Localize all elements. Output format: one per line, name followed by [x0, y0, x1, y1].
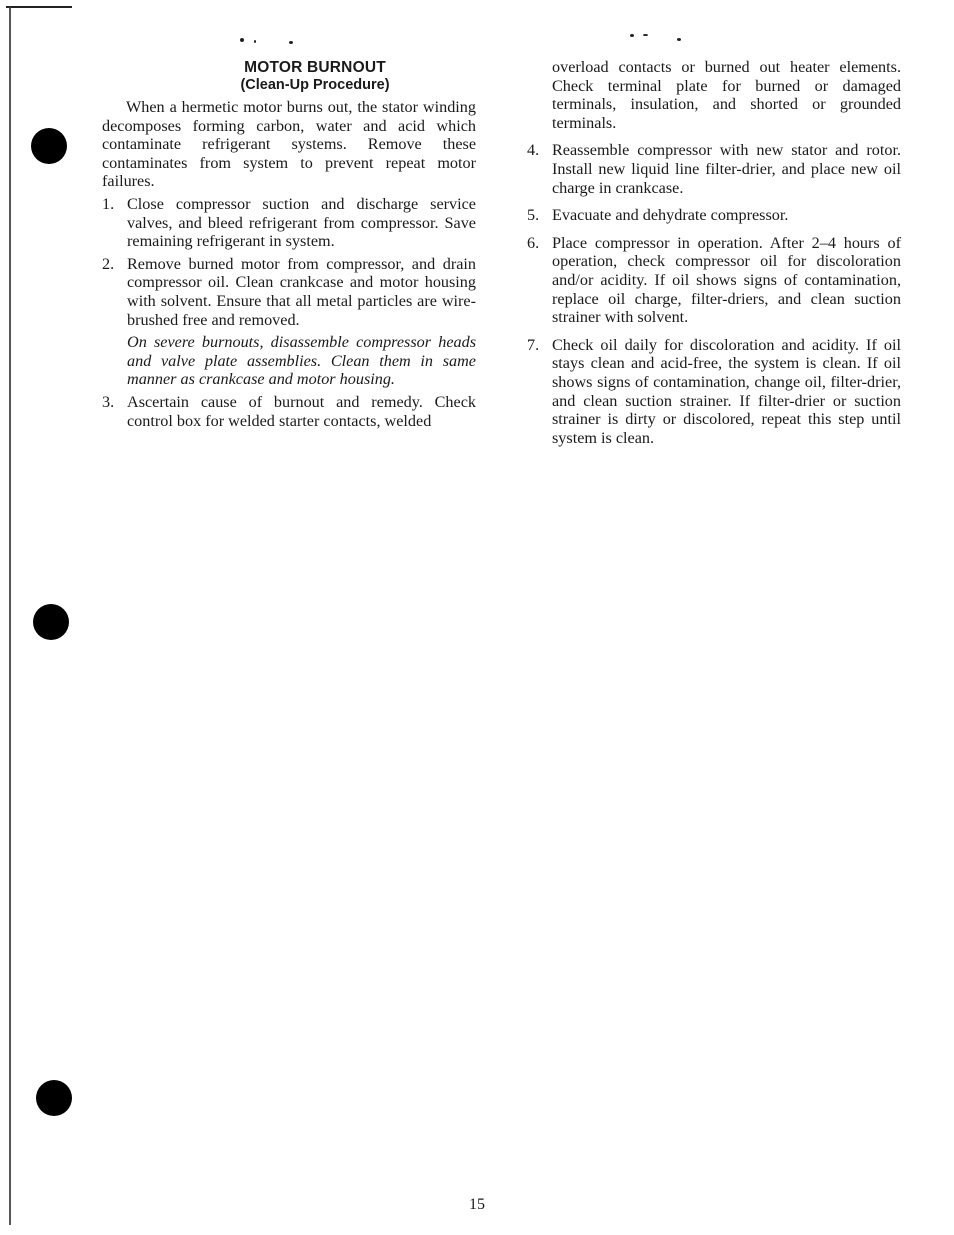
step-text: Close compressor suction and discharge service valves, and bleed refrigerant from compressor. Save remaining refrigerant in system. — [127, 194, 476, 251]
step-6 — [527, 234, 901, 327]
speck — [254, 40, 256, 43]
right-column — [527, 58, 901, 447]
step-number: 3. — [102, 392, 115, 411]
step-2-note: On severe burnouts, disassemble compressor heads and valve plate assemblies. Clean them in same manner as crankcase and motor housing. — [127, 333, 476, 389]
step-7 — [527, 336, 901, 448]
step-3 — [102, 393, 476, 430]
speck — [643, 34, 648, 36]
step-number: 2. — [102, 254, 115, 273]
step-text: Reassemble compressor with new stator and rotor. Install new liquid line filter-drier, and place new oil charge in crankcase. — [552, 141, 901, 197]
step-text: Ascertain cause of burnout and remedy. Check control box for welded starter contacts, welded — [127, 392, 476, 430]
heading-subtitle: (Clean-Up Procedure) — [240, 77, 390, 93]
left-column — [102, 58, 476, 430]
step-number: 4. — [527, 141, 540, 160]
step-2 — [102, 255, 476, 329]
speck — [630, 34, 634, 37]
step-number: 1. — [102, 194, 115, 213]
step-text: Remove burned motor from compressor, and drain compressor oil. Clean crankcase and motor housing with solvent. Ensure that all metal particles are wire-brushed free and removed. — [127, 254, 476, 329]
binder-hole-middle — [33, 604, 69, 640]
step-number: 7. — [527, 335, 540, 354]
step-text: Evacuate and dehydrate compressor. — [552, 206, 789, 225]
speck — [240, 38, 244, 42]
speck — [677, 38, 681, 41]
binder-hole-bottom — [36, 1080, 72, 1116]
scan-edge-left — [9, 7, 11, 1225]
step-3-continued: overload contacts or burned out heater elements. Check terminal plate for burned or damaged terminals, insulation, and shorted or grounded terminals. — [552, 58, 901, 132]
step-1 — [102, 195, 476, 251]
step-text: Check oil daily for discoloration and acidity. If oil stays clean and acid-free, the system is clean. If oil shows signs of contamination, change oil, filter-drier, and clean suction strainer. If filter-drier or suction strainer is dirty or discolored, repeat this step until system is clean. — [552, 335, 901, 447]
step-5 — [527, 206, 901, 225]
section-heading — [154, 58, 476, 94]
scan-edge-top — [6, 6, 72, 8]
intro-paragraph: When a hermetic motor burns out, the stator winding decomposes forming carbon, water and acid which contaminate refrigerant systems. Remove these contaminates from system to prevent repeat motor failures. — [102, 98, 476, 191]
step-number: 5. — [527, 206, 540, 225]
step-4 — [527, 141, 901, 197]
step-text: Place compressor in operation. After 2–4 hours of operation, check compressor oil for discoloration and/or acidity. If oil shows signs of contamination, replace oil charge, filter-driers, and clean suction strainer with solvent. — [552, 233, 901, 327]
speck — [289, 41, 293, 44]
heading-title: MOTOR BURNOUT — [244, 59, 386, 76]
binder-hole-top — [31, 128, 67, 164]
step-number: 6. — [527, 233, 540, 252]
page-number: 15 — [469, 1196, 485, 1213]
